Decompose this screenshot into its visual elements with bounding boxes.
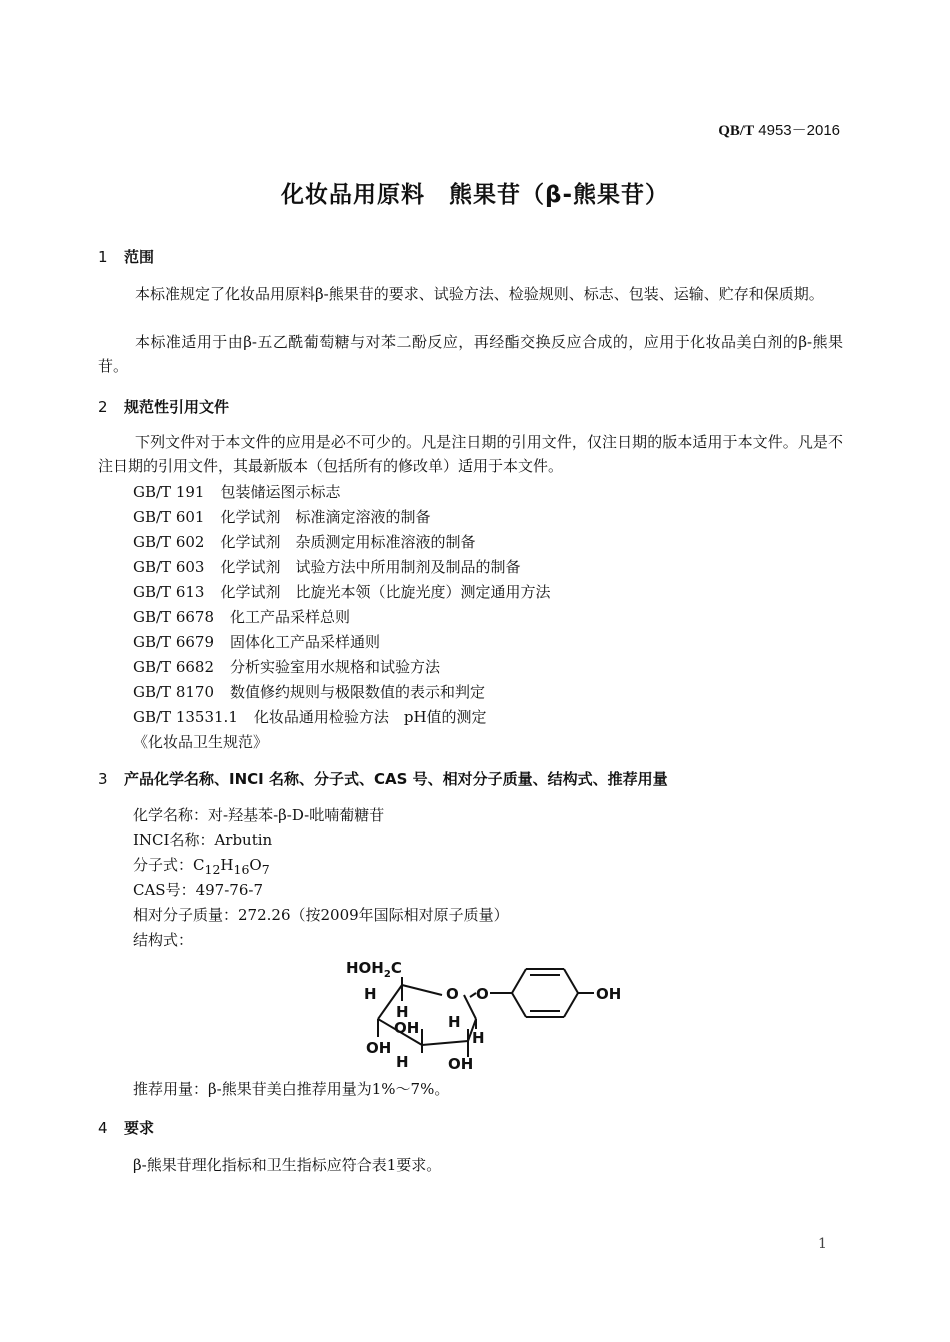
struct-label-link-oxygen: O: [476, 985, 489, 1003]
reference-item: [133, 655, 440, 679]
reference-code: GB/T 613: [133, 583, 205, 601]
struct-label-hydroxyl: OH: [596, 985, 622, 1003]
reference-item: [133, 705, 487, 729]
reference-item: [133, 680, 485, 704]
section-title: 要求: [124, 1119, 155, 1137]
structural-formula-diagram: [340, 955, 640, 1075]
reference-code: GB/T 191: [133, 483, 205, 501]
standard-prefix: QB/T: [718, 123, 755, 139]
reference-item: [133, 630, 380, 654]
reference-title: 包装储运图示标志: [220, 483, 341, 501]
struct-label-h: H: [364, 985, 377, 1003]
formula-h: H: [220, 856, 234, 874]
section-title: 产品化学名称、INCI 名称、分子式、CAS 号、相对分子质量、结构式、推荐用量: [124, 770, 668, 788]
reference-title: 化学试剂 试验方法中所用制剂及制品的制备: [220, 558, 521, 576]
reference-item: [133, 530, 475, 554]
reference-code: GB/T 8170: [133, 683, 215, 701]
reference-item: [133, 555, 520, 579]
formula-c: C: [193, 856, 205, 874]
standard-number: [718, 119, 840, 140]
structure-label: 结构式：: [133, 931, 194, 949]
reference-title: 数值修约规则与极限数值的表示和判定: [230, 683, 486, 701]
chemical-name: 化学名称：对-羟基苯-β-D-吡喃葡糖苷: [133, 806, 385, 824]
formula-o: O: [249, 856, 262, 874]
document-title: 化妆品用原料 熊果苷（β-熊果苷）: [280, 182, 669, 208]
struct-label-h: H: [396, 1003, 409, 1021]
recommended-dosage: 推荐用量：β-熊果苷美白推荐用量为1%～7%。: [133, 1080, 450, 1098]
section-number: 3: [98, 770, 108, 788]
section-1-heading: [98, 246, 154, 267]
struct-label-h: H: [448, 1013, 461, 1031]
section-2-paragraph-1: 下列文件对于本文件的应用是必不可少的。凡是注日期的引用文件，仅注日期的版本适用于本文件。凡是不注日期的引用文件，其最新版本（包括所有的修改单）适用于本文件。: [98, 433, 843, 475]
reference-code: GB/T 6678: [133, 608, 215, 626]
cas-number: CAS号：497-76-7: [133, 881, 263, 899]
section-1-paragraph-2: 本标准适用于由β-五乙酰葡萄糖与对苯二酚反应，再经酯交换反应合成的，应用于化妆品美白剂的β-熊果苷。: [98, 333, 843, 375]
section-number: 2: [98, 398, 108, 416]
formula-o-count: 7: [261, 862, 270, 877]
reference-item: [133, 480, 340, 504]
reference-title: 化工产品采样总则: [230, 608, 351, 626]
reference-item: [133, 505, 430, 529]
reference-title: 化妆品通用检验方法 pH值的测定: [253, 708, 487, 726]
section-2-heading: [98, 396, 229, 417]
reference-code: GB/T 601: [133, 508, 205, 526]
section-4-heading: [98, 1117, 154, 1138]
struct-label-hydroxyl: OH: [448, 1055, 474, 1073]
section-4-paragraph-1: β-熊果苷理化指标和卫生指标应符合表1要求。: [133, 1156, 442, 1174]
struct-label-hydroxyl: OH: [394, 1019, 420, 1037]
formula-label: 分子式：: [133, 856, 194, 874]
reference-code: GB/T 13531.1: [133, 708, 238, 726]
molecular-weight: 相对分子质量：272.26（按2009年国际相对原子质量）: [133, 906, 509, 924]
section-title: 范围: [124, 248, 155, 266]
struct-label-hoh2c: $HOH_2C$: [346, 959, 402, 980]
section-3-heading: [98, 768, 668, 789]
section-1-paragraph-1: 本标准规定了化妆品用原料β-熊果苷的要求、试验方法、检验规则、标志、包装、运输、贮存和保质期。: [135, 285, 824, 303]
reference-title: 化学试剂 杂质测定用标准溶液的制备: [220, 533, 476, 551]
struct-label-hydroxyl: OH: [366, 1039, 392, 1057]
formula-c-count: 12: [204, 862, 221, 877]
section-title: 规范性引用文件: [124, 398, 230, 416]
page-number: 1: [818, 1236, 827, 1252]
reference-title: 化学试剂 标准滴定溶液的制备: [220, 508, 431, 526]
struct-label-ring-oxygen: O: [446, 985, 459, 1003]
reference-item: [133, 580, 550, 604]
reference-item: [133, 605, 350, 629]
inci-name: INCI名称：Arbutin: [133, 831, 273, 849]
reference-code: GB/T 6679: [133, 633, 215, 651]
reference-code: GB/T 602: [133, 533, 205, 551]
reference-title: 分析实验室用水规格和试验方法: [230, 658, 441, 676]
struct-label-h: H: [472, 1029, 485, 1047]
standard-code: 4953－2016: [754, 122, 840, 139]
reference-item-hygiene: 《化妆品卫生规范》: [133, 733, 269, 751]
reference-title: 固体化工产品采样通则: [230, 633, 381, 651]
section-number: 4: [98, 1119, 108, 1137]
reference-title: 化学试剂 比旋光本领（比旋光度）测定通用方法: [220, 583, 551, 601]
reference-code: GB/T 6682: [133, 658, 215, 676]
section-number: 1: [98, 248, 108, 266]
struct-label-h: H: [396, 1053, 409, 1071]
formula-h-count: 16: [233, 862, 250, 877]
reference-code: GB/T 603: [133, 558, 205, 576]
